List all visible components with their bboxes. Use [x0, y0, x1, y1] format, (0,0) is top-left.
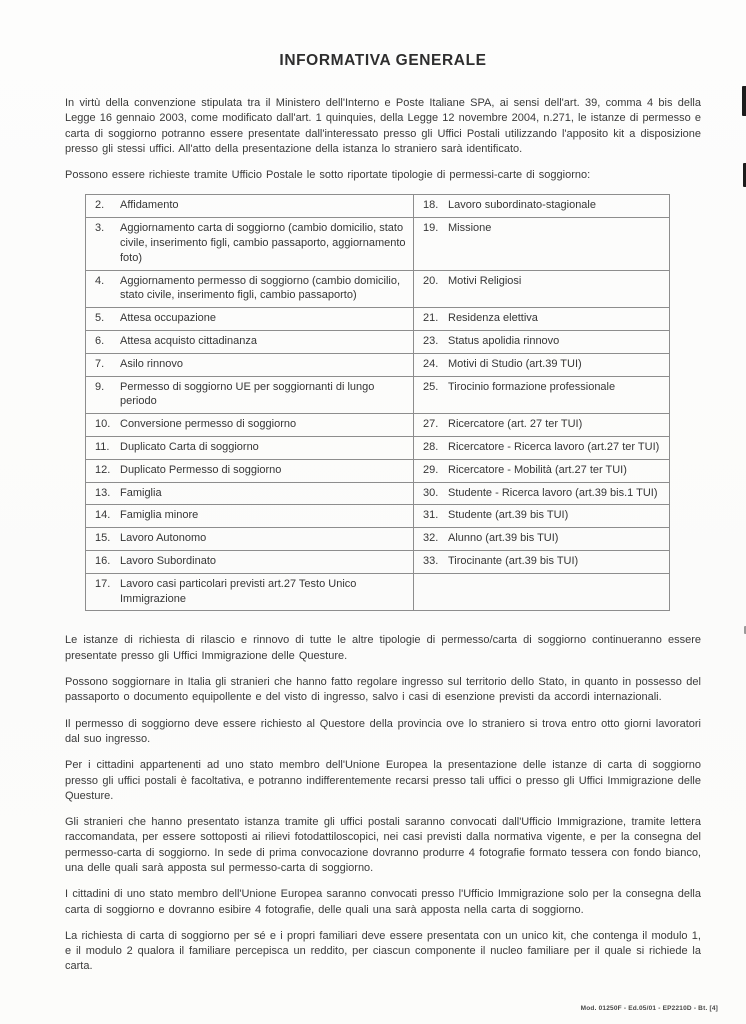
- table-lead-paragraph: Possono essere richieste tramite Ufficio Postale le sotto riportate tipologie di permessi-carte di soggiorno:: [65, 169, 591, 182]
- item-label: Aggiornamento carta di soggiorno (cambio domicilio, stato civile, inserimento figli, cambio passaporto, aggiornamento foto): [120, 222, 406, 264]
- item-number: 29.: [423, 463, 439, 476]
- table-row: [86, 437, 670, 460]
- item-label: Lavoro casi particolari previsti art.27 Testo Unico Immigrazione: [120, 577, 357, 605]
- item-number: 11.: [95, 441, 110, 454]
- table-row: [86, 414, 670, 437]
- table-cell-right: [414, 528, 670, 551]
- table-row: [86, 376, 670, 414]
- table-row: [86, 482, 670, 505]
- body-paragraph: Possono soggiornare in Italia gli stranieri che hanno fatto regolare ingresso sul territorio dello Stato, in quanto in possesso del passaporto o documento equipollente e del visto di ingresso, salvo i casi di esenzione previsti da accordi internazionali.: [65, 676, 701, 704]
- body-paragraphs: [65, 633, 701, 974]
- table-cell-left: [86, 437, 414, 460]
- item-label: Residenza elettiva: [448, 312, 538, 325]
- table-cell-right: [414, 376, 670, 414]
- table-row: [86, 331, 670, 354]
- intro-paragraph: In virtù della convenzione stipulata tra il Ministero dell'Interno e Poste Italiane SPA, ai sensi dell'art. 39, comma 4 bis della Legge 16 gennaio 2003, come modificato dall'art. 1 quinquies, della Legge 12 novembre 2004, n.271, le istanze di permesso e carta di soggiorno potranno essere presentate dall'interessato presso gli Uffici Postali utilizzando l'apposito kit a disposizione presso gli stessi uffici. All'atto della presentazione della istanza lo straniero sarà identificato.: [65, 97, 701, 155]
- item-number: 3.: [95, 222, 105, 235]
- permit-types-table-body: [86, 195, 670, 611]
- item-label: Ricercatore (art. 27 ter TUI): [448, 418, 583, 431]
- table-row: [86, 528, 670, 551]
- item-label: Attesa acquisto cittadinanza: [120, 335, 257, 348]
- table-cell-left: [86, 376, 414, 414]
- body-paragraph: I cittadini di uno stato membro dell'Unione Europea saranno convocati presso l'Ufficio Immigrazione solo per la consegna della carta di soggiorno e dovranno esibire 4 fotografie, delle quali una sarà apposta nella carta di soggiorno.: [65, 888, 701, 916]
- item-number: 31.: [423, 509, 439, 522]
- footer-form-code: Mod. 01250F - Ed.05/01 - EP2210D - Bt. [4]: [580, 1005, 718, 1012]
- item-number: 14.: [95, 509, 111, 522]
- item-number: 19.: [423, 222, 439, 235]
- item-label: Tirocinante (art.39 bis TUI): [448, 555, 579, 568]
- item-label: Alunno (art.39 bis TUI): [448, 532, 559, 545]
- item-number: 27.: [423, 418, 439, 431]
- item-label: Attesa occupazione: [120, 312, 217, 325]
- table-cell-left: [86, 573, 414, 611]
- body-paragraph: Gli stranieri che hanno presentato istanza tramite gli uffici postali saranno convocati dall'Ufficio Immigrazione, tramite lettera raccomandata, per essere sottoposti ai rilievi fotodattiloscopici, nei casi previsti dalla normativa vigente, e per la consegna del permesso-carta di soggiorno. In sede di prima convocazione dovranno produrre 4 fotografie formato tessera con fondo bianco, una delle quali sarà apposta sul permesso-carta di soggiorno.: [65, 816, 701, 874]
- item-number: 15.: [95, 532, 111, 545]
- item-label: Lavoro subordinato-stagionale: [448, 199, 596, 212]
- table-row: [86, 270, 670, 308]
- item-number: 12.: [95, 463, 111, 476]
- item-label: Status apolidia rinnovo: [448, 335, 560, 348]
- table-cell-right: [414, 573, 670, 611]
- table-cell-right: [414, 551, 670, 574]
- table-row: [86, 551, 670, 574]
- document-content: [65, 52, 701, 986]
- item-number: 20.: [423, 274, 439, 287]
- item-number: 32.: [423, 532, 439, 545]
- item-label: Ricercatore - Ricerca lavoro (art.27 ter TUI): [448, 441, 660, 454]
- table-cell-right: [414, 195, 670, 218]
- item-number: 4.: [95, 274, 105, 287]
- item-label: Ricercatore - Mobilità (art.27 ter TUI): [448, 463, 627, 476]
- table-row: [86, 308, 670, 331]
- table-cell-right: [414, 331, 670, 354]
- body-paragraph: Per i cittadini appartenenti ad uno stato membro dell'Unione Europea la presentazione delle istanze di carta di soggiorno presso gli uffici postali è facoltativa, e potranno indifferentemente recarsi presso tali uffici o presso gli Uffici Immigrazione delle Questure.: [65, 759, 701, 802]
- table-cell-left: [86, 528, 414, 551]
- item-label: Studente (art.39 bis TUI): [448, 509, 569, 522]
- table-cell-left: [86, 551, 414, 574]
- item-label: Duplicato Carta di soggiorno: [120, 441, 259, 454]
- item-label: Aggiornamento permesso di soggiorno (cambio domicilio, stato civile, inserimento figli, cambio passaporto): [120, 274, 401, 302]
- table-cell-left: [86, 270, 414, 308]
- item-label: Affidamento: [120, 199, 179, 212]
- item-number: 5.: [95, 312, 105, 325]
- table-cell-left: [86, 218, 414, 270]
- item-label: Famiglia minore: [120, 509, 199, 522]
- table-cell-left: [86, 414, 414, 437]
- item-number: 33.: [423, 555, 439, 568]
- item-label: Motivi di Studio (art.39 TUI): [448, 357, 582, 370]
- item-number: 7.: [95, 357, 105, 370]
- body-paragraph: Il permesso di soggiorno deve essere richiesto al Questore della provincia ove lo straniero si trova entro otto giorni lavoratori dal suo ingresso.: [65, 717, 701, 745]
- item-label: Studente - Ricerca lavoro (art.39 bis.1 TUI): [448, 486, 658, 499]
- table-cell-left: [86, 505, 414, 528]
- item-number: 16.: [95, 555, 111, 568]
- item-label: Conversione permesso di soggiorno: [120, 418, 297, 431]
- table-row: [86, 573, 670, 611]
- item-number: 30.: [423, 486, 439, 499]
- body-paragraph: Le istanze di richiesta di rilascio e rinnovo di tutte le altre tipologie di permesso/carta di soggiorno continueranno essere presentate presso gli Uffici Immigrazione delle Questure.: [65, 634, 701, 662]
- item-label: Motivi Religiosi: [448, 274, 522, 287]
- item-label: Asilo rinnovo: [120, 357, 183, 370]
- item-label: Permesso di soggiorno UE per soggiornanti di lungo periodo: [120, 380, 375, 408]
- permit-types-table: [85, 194, 670, 611]
- item-label: Missione: [448, 222, 492, 235]
- table-row: [86, 195, 670, 218]
- item-number: 23.: [423, 335, 439, 348]
- item-number: 10.: [95, 418, 111, 431]
- item-number: 21.: [423, 312, 439, 325]
- item-number: 18.: [423, 199, 439, 212]
- body-paragraph: La richiesta di carta di soggiorno per sé e i propri familiari deve essere presentata con un unico kit, che contenga il modulo 1, e il modulo 2 qualora il familiare percepisca un reddito, per ciascun componente il nucleo familiare per il quale si richiede la carta.: [65, 929, 701, 973]
- item-label: Famiglia: [120, 486, 162, 499]
- item-number: 2.: [95, 199, 105, 212]
- table-cell-right: [414, 218, 670, 270]
- table-cell-right: [414, 414, 670, 437]
- table-cell-right: [414, 308, 670, 331]
- table-cell-left: [86, 353, 414, 376]
- table-cell-left: [86, 308, 414, 331]
- table-row: [86, 459, 670, 482]
- table-cell-right: [414, 482, 670, 505]
- table-row: [86, 218, 670, 270]
- item-label: Lavoro Subordinato: [120, 555, 217, 568]
- item-number: 24.: [423, 357, 439, 370]
- table-cell-right: [414, 353, 670, 376]
- table-row: [86, 353, 670, 376]
- item-number: 6.: [95, 335, 105, 348]
- table-cell-right: [414, 437, 670, 460]
- table-row: [86, 505, 670, 528]
- item-number: 28.: [423, 441, 439, 454]
- item-label: Lavoro Autonomo: [120, 532, 207, 545]
- table-cell-left: [86, 482, 414, 505]
- table-cell-right: [414, 505, 670, 528]
- table-cell-left: [86, 195, 414, 218]
- item-label: Tirocinio formazione professionale: [448, 380, 616, 393]
- table-cell-right: [414, 459, 670, 482]
- table-cell-right: [414, 270, 670, 308]
- item-number: 25.: [423, 380, 439, 393]
- scan-edge-artifact: [742, 86, 746, 116]
- table-cell-left: [86, 459, 414, 482]
- item-number: 13.: [95, 486, 111, 499]
- page-title: INFORMATIVA GENERALE: [279, 52, 487, 69]
- item-number: 9.: [95, 380, 105, 393]
- table-cell-left: [86, 331, 414, 354]
- item-label: Duplicato Permesso di soggiorno: [120, 463, 282, 476]
- item-number: 17.: [95, 577, 111, 590]
